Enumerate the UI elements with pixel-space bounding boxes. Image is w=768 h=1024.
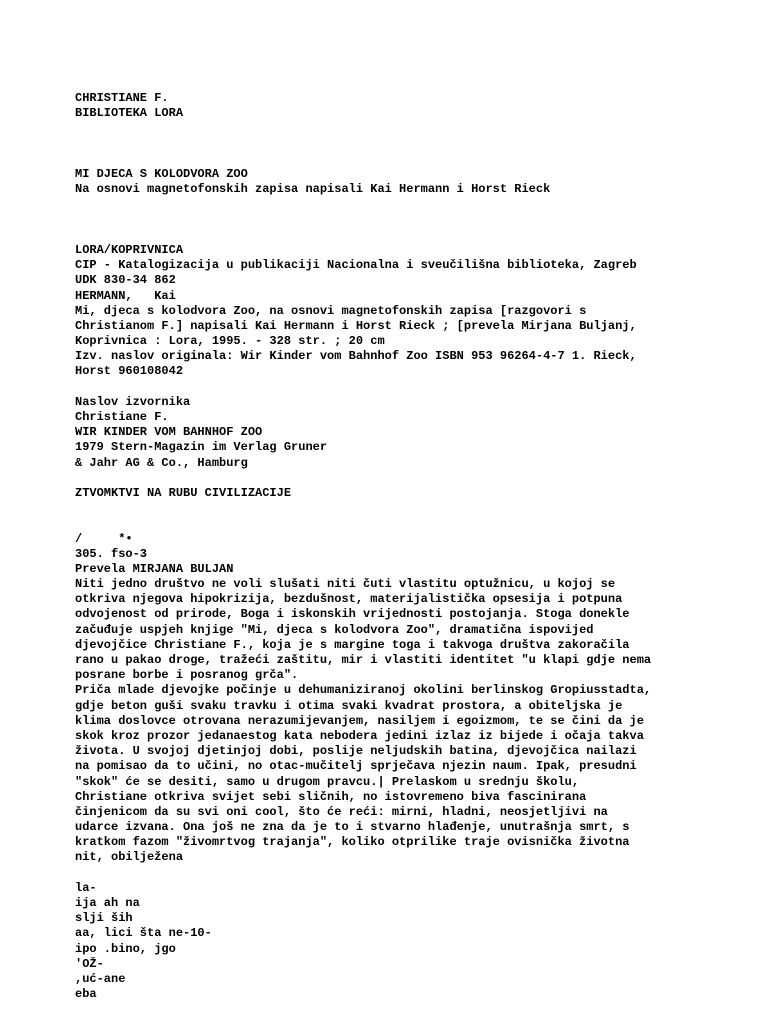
cip-line: Mi, djeca s kolodvora Zoo, na osnovi magnetofonskih zapisa [razgovori s bbox=[75, 303, 587, 318]
original-title-block bbox=[75, 395, 755, 471]
body-line: kratkom fazom "živomrtvog trajanja", koliko otprilike traje ovisnička životna bbox=[75, 835, 630, 850]
fragment-line: ija ah na bbox=[75, 896, 140, 911]
fragment-line: ipo .bino, jgo bbox=[75, 941, 176, 956]
fragment-line: slji ših bbox=[75, 911, 133, 926]
book-title: MI DJECA S KOLODVORA ZOO bbox=[75, 166, 248, 181]
body-line: Niti jedno društvo ne voli slušati niti čuti vlastitu optužnicu, u kojoj se bbox=[75, 577, 616, 592]
fragment-line: ,uć-ane bbox=[75, 971, 126, 986]
cip-line: UDK 830-34 862 bbox=[75, 273, 176, 288]
body-line: Prevela MIRJANA BULJAN bbox=[75, 561, 234, 576]
cip-block bbox=[75, 243, 755, 380]
cip-line: CIP - Katalogizacija u publikaciji Nacionalna i sveučilišna biblioteka, Zagreb bbox=[75, 258, 637, 273]
header-block bbox=[75, 91, 755, 121]
body-line: skok kroz prozor jedanaestog kata nebodera jedini izlaz iz bijede i očaja takva bbox=[75, 728, 644, 743]
original-line: & Jahr AG & Co., Hamburg bbox=[75, 455, 248, 470]
fragment-line: la- bbox=[75, 880, 97, 895]
document-page bbox=[75, 91, 755, 1002]
body-line: Christiane otkriva svijet sebi sličnih, no istovremeno biva fascinirana bbox=[75, 789, 587, 804]
publisher-series-line: BIBLIOTEKA LORA bbox=[75, 106, 184, 121]
original-line: 1979 Stern-Magazin im Verlag Gruner bbox=[75, 440, 328, 455]
fragment-line: aa, lici šta ne-10- bbox=[75, 926, 212, 941]
fragment-line: 'OŽ- bbox=[75, 956, 104, 971]
original-line: WIR KINDER VOM BAHNHOF ZOO bbox=[75, 425, 263, 440]
body-line: odvojenost od prirode, Boga i iskonskih vrijednosti postojanja. Stoga donekle bbox=[75, 607, 630, 622]
body-line: otkriva njegova hipokrizija, bezdušnost, materijalistička opsesija i potpuna bbox=[75, 592, 623, 607]
fragment-line: eba bbox=[75, 987, 97, 1002]
original-line: Naslov izvornika bbox=[75, 394, 191, 409]
body-line: nit, obilježena bbox=[75, 850, 184, 865]
cip-line: LORA/KOPRIVNICA bbox=[75, 242, 184, 257]
body-line: 305. fso-3 bbox=[75, 546, 148, 561]
body-line: rano u pakao droge, tražeći zaštitu, mir i vlastiti identitet "u klapi gdje nema bbox=[75, 653, 652, 668]
body-block bbox=[75, 532, 755, 866]
cip-line: Horst 960108042 bbox=[75, 364, 184, 379]
body-line: začuđuje uspjeh knjige "Mi, djeca s kolodvora Zoo", dramatična ispovijed bbox=[75, 622, 594, 637]
body-line: Priča mlade djevojke počinje u dehumaniziranoj okolini berlinskog Gropiusstadta, bbox=[75, 683, 652, 698]
fragment-block bbox=[75, 881, 755, 1003]
cip-line: Izv. naslov originala: Wir Kinder vom Bahnhof Zoo ISBN 953 96264-4-7 1. Rieck, bbox=[75, 349, 637, 364]
cip-line: Christianom F.] napisali Kai Hermann i Horst Rieck ; [prevela Mirjana Buljanj, bbox=[75, 318, 637, 333]
cip-line: Koprivnica : Lora, 1995. - 328 str. ; 20 cm bbox=[75, 334, 385, 349]
body-line: činjenicom da su svi oni cool, što će reći: mirni, hladni, neosjetljivi na bbox=[75, 804, 608, 819]
author-line: CHRISTIANE F. bbox=[75, 91, 169, 105]
body-line: udarce izvana. Ona još ne zna da je to i stvarno hlađenje, unutrašnja smrt, s bbox=[75, 820, 630, 835]
body-line: "skok" će se desiti, samo u drugom pravcu.| Prelaskom u srednju školu, bbox=[75, 774, 580, 789]
original-line: Christiane F. bbox=[75, 410, 169, 424]
body-line: djevojčice Christiane F., koja je s margine toga i takvoga društva zakoračila bbox=[75, 637, 630, 652]
body-line: života. U svojoj djetinjoj dobi, poslije neljudskih batina, djevojčica nailazi bbox=[75, 744, 637, 759]
subtitle-heading: ZTVOMKTVI NA RUBU CIVILIZACIJE bbox=[75, 485, 292, 500]
body-line: gdje beton guši svaku travku i otima svaki kvadrat prostora, a obiteljska je bbox=[75, 698, 623, 713]
book-credit-line: Na osnovi magnetofonskih zapisa napisali Kai Hermann i Horst Rieck bbox=[75, 182, 551, 197]
body-line: posrane borbe i posranog grča". bbox=[75, 668, 299, 683]
body-line: / *• bbox=[75, 531, 133, 546]
body-line: klima doslovce otrovana nerazumijevanjem, nasiljem i egoizmom, te se čini da je bbox=[75, 713, 644, 728]
cip-line: HERMANN, Kai bbox=[75, 288, 176, 303]
title-block bbox=[75, 167, 755, 197]
body-line: na pomisao da to učini, no otac-mučitelj sprječava njezin naum. Ipak, presudni bbox=[75, 759, 637, 774]
